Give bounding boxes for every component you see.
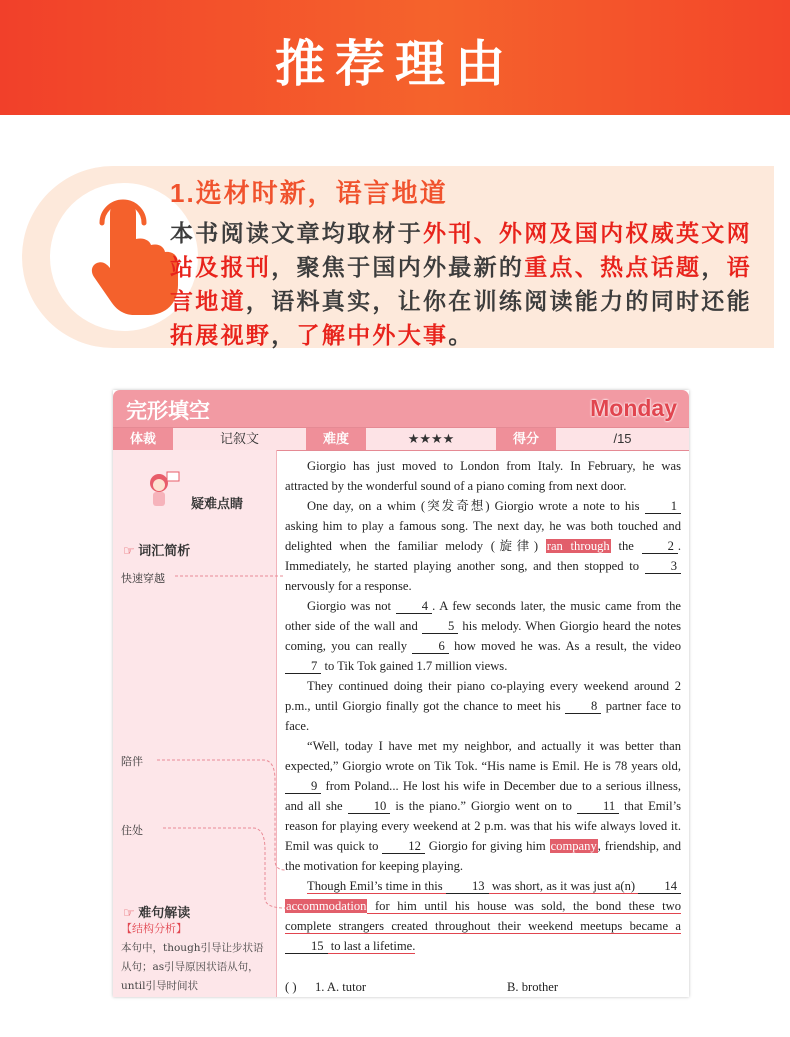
reason-highlight: 拓展视野 [170,322,272,348]
passage-text: to Tik Tok gained 1.7 million views. [321,659,508,673]
genre-value: 记叙文 [173,428,306,450]
blank-2[interactable]: 2 [642,539,678,554]
reason-text: ，语料真实，让你在训练阅读能力的同时还能 [245,288,752,314]
vocab-highlight: accommodation [286,899,367,913]
passage-text: . A few seconds later, the music came from the other side of the wall and [285,599,681,633]
reason-highlight: 了解中外大事 [296,322,449,348]
difficulty-label: 难度 [306,428,366,450]
reason-highlight: 外刊、外网及国内权威英文网站及报刊 [170,220,752,280]
blank-11[interactable]: 11 [577,799,619,814]
passage-paragraph [285,676,681,736]
passage-text: They continued doing their piano co-playing every weekend around 2 p.m., until Giorgio finally got the chance to meet his [285,679,681,713]
passage-text: was short, as it was just a(n) [488,879,639,893]
reason-highlight: 重点、热点话题 [524,254,702,280]
reason-text: 本书阅读文章均取材于 [170,220,423,246]
blank-8[interactable]: 8 [565,699,601,714]
passage-text: his melody. When Giorgio heard the notes coming, you can really [285,619,681,653]
vocab-heading-text: 词汇简析 [138,543,191,558]
blank-5[interactable]: 5 [422,619,458,634]
option-a: 1. A. tutor [315,980,367,994]
blank-14[interactable]: 14 [638,879,681,894]
passage [285,456,681,956]
passage-text: how moved he was. As a result, the video [448,639,681,653]
passage-text: for him until his house was sold, the bond these two complete strangers created throughout their weekend meetups became a [285,899,681,933]
structure-tag: 【结构分析】 [121,923,187,935]
gloss-company: 陪伴 [121,756,143,768]
passage-text: One day, on a whim (突发奇想) Giorgio wrote a note to his [307,499,645,513]
difficulty-stars: ★★★★ [366,428,496,450]
passage-text: , friendship, and the motivation for keeping playing. [285,839,682,873]
structure-note: 本句中，though引导让步状语从句；as引导原因状语从句，until引导时间状 [121,942,264,992]
reason-heading: 1.选材时新，语言地道 [170,178,448,208]
passage-text: . Immediately, he started playing another song, and then stopped to [285,539,682,573]
blank-15[interactable]: 15 [285,939,328,954]
blank-6[interactable]: 6 [412,639,448,654]
passage-paragraph [285,496,681,596]
banner-title: 推荐理由 [275,36,515,92]
blank-7[interactable]: 7 [285,659,321,674]
blank-9[interactable]: 9 [285,779,321,794]
blank-3[interactable]: 3 [645,559,681,574]
reason-text: 。 [448,322,474,348]
reason-body [170,216,760,352]
passage-text: nervously for a response. [285,579,412,593]
passage-text: asking him to play a famous song. The next day, he was both touched and delighted when the familiar melody (旋律) [285,519,681,553]
vocab-highlight: ran through [546,539,610,553]
passage-text: to last a lifetime. [327,939,416,953]
day-label: Monday [590,395,677,421]
pointing-finger-icon: ☞ [123,543,139,558]
passage-paragraph [285,456,681,496]
passage-text: Giorgio for giving him [424,839,550,853]
reason-text: ，聚焦于国内外最新的 [271,254,525,280]
passage-paragraph [285,596,681,676]
tips-label: 疑难点睛 [191,496,244,511]
passage-text: that Emil’s reason for playing every weekend at 2 p.m. was that his wife always loved it. Emil was quick to [285,799,681,853]
passage-text: Though Emil’s time in this [307,879,446,893]
gloss-accommodation: 住处 [121,825,143,837]
vocab-highlight: company [550,839,597,853]
blank-1[interactable]: 1 [645,499,681,514]
passage-text: Giorgio was not [307,599,396,613]
reason-text: ， [701,254,727,280]
passage-text: from Poland... He lost his wife in December due to a serious illness, and all she [285,779,681,813]
section-title: 完形填空 [126,400,210,423]
passage-text: Giorgio has just moved to London from Italy. In February, he was attracted by the wonderful sound of a piano coming from next door. [285,459,681,493]
passage-text: partner face to face. [285,699,681,733]
passage-paragraph [285,736,681,876]
option-b: B. brother [507,980,559,994]
passage-text: is the piano.” Giorgio went on to [390,799,577,813]
passage-paragraph [285,876,681,956]
answer-paren[interactable]: ( ) [285,980,297,994]
blank-4[interactable]: 4 [396,599,432,614]
sentence-heading-text: 难句解读 [138,905,191,920]
banner [0,0,790,115]
passage-text: “Well, today I have met my neighbor, and actually it was better than expected,” Giorgio wrote on Tik Tok. “His name is Emil. He is 78 years old, [285,739,681,773]
gloss-ran-through: 快速穿越 [121,573,165,585]
blank-13[interactable]: 13 [446,879,489,894]
score-label: 得分 [496,428,556,450]
reason-text: ， [271,322,297,348]
score-value: /15 [556,428,689,450]
pointing-finger-icon-2: ☞ [123,905,139,920]
book-page [113,390,689,997]
genre-label: 体裁 [113,428,173,450]
reason-highlight: 语言地道 [170,254,752,314]
blank-12[interactable]: 12 [382,839,425,854]
passage-text: the [610,539,642,553]
blank-10[interactable]: 10 [348,799,391,814]
